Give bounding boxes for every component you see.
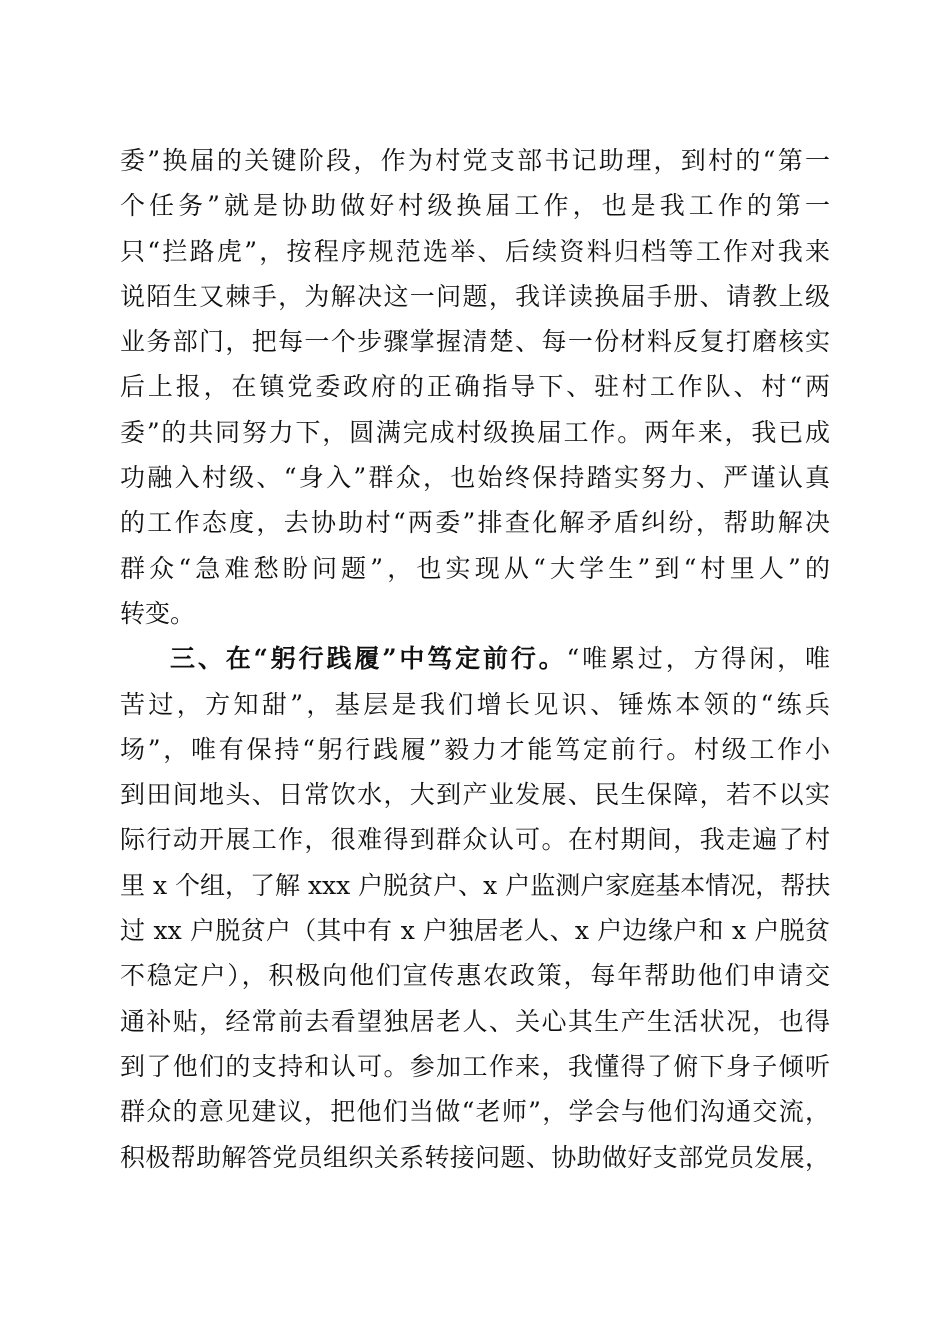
text-line: 不稳定户），积极向他们宣传惠农政策，每年帮助他们申请交	[120, 961, 830, 991]
text-line: 苦过，方知甜”，基层是我们增长见识、锤炼本领的“练兵	[120, 689, 830, 719]
text-line: 功融入村级、“身入”群众，也始终保持踏实努力、严谨认真	[120, 463, 830, 493]
text-line: 的工作态度，去协助村“两委”排查化解矛盾纠纷，帮助解决	[120, 508, 830, 538]
text-line: 说陌生又棘手，为解决这一问题，我详读换届手册、请教上级	[120, 281, 830, 311]
text-line: 转变。	[120, 598, 196, 628]
section-heading: 三、在“躬行践履”中笃定前行。	[170, 644, 567, 674]
text-line: 到了他们的支持和认可。参加工作来，我懂得了俯下身子倾听	[120, 1051, 830, 1081]
heading-line-text: “唯累过，方得闲，唯	[566, 644, 830, 674]
text-line: 通补贴，经常前去看望独居老人、关心其生产生活状况，也得	[120, 1006, 830, 1036]
text-line: 到田间地头、日常饮水，大到产业发展、民生保障，若不以实	[120, 780, 830, 810]
text-line: 委”换届的关键阶段，作为村党支部书记助理，到村的“第一	[120, 146, 830, 175]
text-line: 积极帮助解答党员组织关系转接问题、协助做好支部党员发展，	[120, 1142, 830, 1172]
text-line: 个任务”就是协助做好村级换届工作，也是我工作的第一	[120, 191, 830, 221]
text-line: 后上报，在镇党委政府的正确指导下、驻村工作队、村“两	[120, 372, 830, 402]
section-heading-line	[120, 636, 830, 681]
text-line: 际行动开展工作，很难得到群众认可。在村期间，我走遍了村	[120, 825, 830, 855]
text-line: 场”，唯有保持“躬行践履”毅力才能笃定前行。村级工作小	[120, 734, 830, 764]
paragraph-1	[120, 138, 830, 636]
text-line: 委”的共同努力下，圆满完成村级换届工作。两年来，我已成	[120, 417, 830, 447]
text-line: 只“拦路虎”，按程序规范选举、后续资料归档等工作对我来	[120, 236, 830, 266]
text-line: 业务部门，把每一个步骤掌握清楚、每一份材料反复打磨核实	[120, 327, 830, 357]
text-line: 群众的意见建议，把他们当做“老师”，学会与他们沟通交流，	[120, 1097, 830, 1127]
paragraph-2	[120, 636, 830, 1180]
text-line: 过 xx 户脱贫户（其中有 x 户独居老人、x 户边缘户和 x 户脱贫	[120, 916, 830, 946]
body-text	[120, 138, 830, 1180]
text-line: 群众“急难愁盼问题”，也实现从“大学生”到“村里人”的	[120, 553, 830, 583]
text-line: 里 x 个组，了解 xxx 户脱贫户、x 户监测户家庭基本情况，帮扶	[120, 870, 831, 900]
